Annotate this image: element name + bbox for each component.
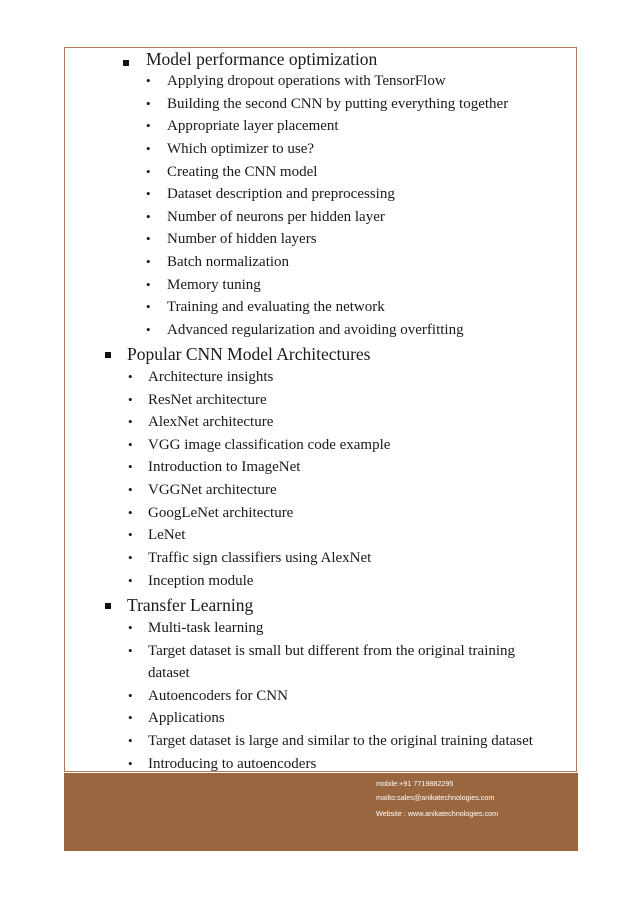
list-bullet: • bbox=[128, 643, 133, 658]
list-bullet: • bbox=[128, 482, 133, 497]
list-item: Appropriate layer placement bbox=[167, 118, 339, 134]
section-heading: Model performance optimization bbox=[146, 49, 378, 69]
section-heading: Popular CNN Model Architectures bbox=[127, 344, 371, 364]
list-bullet: • bbox=[146, 254, 151, 269]
section-heading: Transfer Learning bbox=[127, 595, 254, 615]
list-item: Batch normalization bbox=[167, 254, 290, 270]
footer-band bbox=[64, 773, 578, 851]
list-item: AlexNet architecture bbox=[148, 414, 274, 430]
list-bullet: • bbox=[128, 688, 133, 703]
list-item: Traffic sign classifiers using AlexNet bbox=[148, 550, 372, 566]
list-bullet: • bbox=[128, 620, 133, 635]
list-bullet: • bbox=[146, 322, 151, 337]
list-item: Number of neurons per hidden layer bbox=[167, 209, 385, 225]
list-bullet: • bbox=[128, 733, 133, 748]
list-item: Training and evaluating the network bbox=[167, 299, 385, 315]
list-item: GoogLeNet architecture bbox=[148, 505, 294, 521]
list-bullet: • bbox=[128, 710, 133, 725]
list-item: Autoencoders for CNN bbox=[148, 688, 288, 704]
list-item: ResNet architecture bbox=[148, 392, 267, 408]
list-bullet: • bbox=[128, 550, 133, 565]
list-item: Architecture insights bbox=[148, 369, 274, 385]
list-item: Applications bbox=[148, 710, 225, 726]
list-bullet: • bbox=[128, 505, 133, 520]
list-item: Multi-task learning bbox=[148, 620, 264, 636]
list-bullet: • bbox=[146, 73, 151, 88]
footer-website-link[interactable]: Website : www.anikatechnologies.com bbox=[376, 809, 499, 818]
list-item: Creating the CNN model bbox=[167, 164, 318, 180]
list-item: Building the second CNN by putting everything together bbox=[167, 96, 509, 112]
list-item: Inception module bbox=[148, 573, 254, 589]
section-bullet bbox=[105, 352, 111, 358]
section-bullet bbox=[105, 603, 111, 609]
list-item-continuation: dataset bbox=[148, 665, 190, 681]
section-bullet bbox=[123, 60, 129, 66]
list-item: Number of hidden layers bbox=[167, 231, 317, 247]
list-item: VGG image classification code example bbox=[148, 437, 391, 453]
list-item: Introduction to ImageNet bbox=[148, 459, 301, 475]
list-bullet: • bbox=[146, 186, 151, 201]
content-border bbox=[64, 47, 577, 772]
list-bullet: • bbox=[128, 756, 133, 771]
list-item: Applying dropout operations with TensorFlow bbox=[167, 73, 446, 89]
list-bullet: • bbox=[146, 277, 151, 292]
list-item: Advanced regularization and avoiding overfitting bbox=[167, 322, 464, 338]
footer-email-link[interactable]: mailto:sales@anikatechnologies.com bbox=[376, 793, 495, 802]
list-bullet: • bbox=[128, 459, 133, 474]
list-bullet: • bbox=[128, 527, 133, 542]
list-bullet: • bbox=[146, 164, 151, 179]
list-bullet: • bbox=[128, 392, 133, 407]
list-item: Target dataset is small but different from the original training bbox=[148, 643, 516, 659]
list-bullet: • bbox=[146, 299, 151, 314]
list-bullet: • bbox=[146, 141, 151, 156]
list-bullet: • bbox=[146, 209, 151, 224]
footer-mobile: mobile:+91 7719882295 bbox=[376, 779, 454, 788]
list-bullet: • bbox=[146, 231, 151, 246]
list-item: Introducing to autoencoders bbox=[148, 756, 317, 772]
list-item: VGGNet architecture bbox=[148, 482, 277, 498]
list-bullet: • bbox=[128, 369, 133, 384]
list-item: LeNet bbox=[148, 527, 186, 543]
list-item: Dataset description and preprocessing bbox=[167, 186, 395, 202]
list-item: Which optimizer to use? bbox=[167, 141, 315, 157]
list-bullet: • bbox=[128, 573, 133, 588]
list-item: Target dataset is large and similar to the original training dataset bbox=[148, 733, 533, 749]
list-item: Memory tuning bbox=[167, 277, 261, 293]
list-bullet: • bbox=[146, 96, 151, 111]
list-bullet: • bbox=[128, 414, 133, 429]
list-bullet: • bbox=[146, 118, 151, 133]
list-bullet: • bbox=[128, 437, 133, 452]
